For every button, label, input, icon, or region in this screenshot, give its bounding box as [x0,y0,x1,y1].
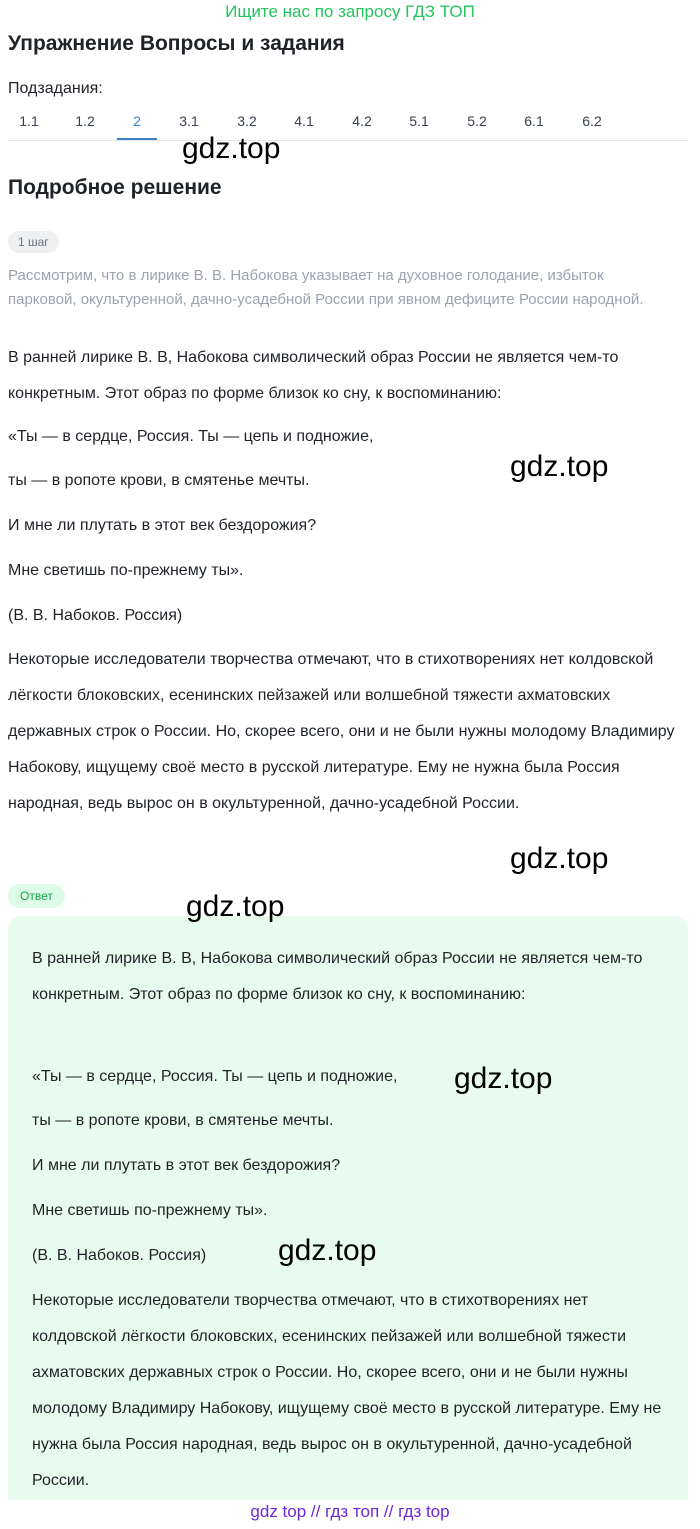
solution-verse-line: ты — в ропоте крови, в смятенье мечты. [8,472,310,489]
solution-verse-line: «Ты — в сердце, Россия. Ты — цепь и подножие, [8,428,374,445]
tab-5-2[interactable]: 5.2 [467,113,487,129]
solution-verse-line: И мне ли плутать в этот век бездорожия? [8,517,317,534]
watermark: gdz.top [510,450,609,483]
solution-paragraph: В ранней лирике В. В, Набокова символический образ России не является чем-то конкретным. Этот образ по форме близок ко сну, к воспоминанию: [8,349,619,402]
search-banner[interactable]: Ищите нас по запросу ГДЗ ТОП [225,2,475,21]
step-hint: Рассмотрим, что в лирике В. В. Набокова указывает на духовное голодание, избыток парковой, окультуренной, дачно-усадебной России при явном дефиците России народной. [8,267,644,308]
tab-6-2[interactable]: 6.2 [582,113,602,129]
answer-paragraph: Некоторые исследователи творчества отмечают, что в стихотворениях нет колдовской лёгкости блоковских, есенинских пейзажей или волшебной тяжести ахматовских державных строк о России. Но, скорее всего, они и не были нужны молодому Владимиру Набокову, ищущему своё место в русской литературе. Ему не нужна была Россия народная, ведь вырос он в окультуренной, дачно-усадебной России. [32,1292,662,1489]
tab-3-2[interactable]: 3.2 [237,113,257,129]
answer-verse-line: Мне светишь по-прежнему ты». [32,1202,268,1219]
answer-verse-line: И мне ли плутать в этот век бездорожия? [32,1157,341,1174]
solution-paragraph: Некоторые исследователи творчества отмечают, что в стихотворениях нет колдовской лёгкости блоковских, есенинских пейзажей или волшебной тяжести ахматовских державных строк о России. Но, скорее всего, они и не были нужны молодому Владимиру Набокову, ищущему своё место в русской литературе. Ему не нужна была Россия народная, ведь вырос он в окультуренной, дачно-усадебной России. [8,651,675,812]
answer-verse-line: «Ты — в сердце, Россия. Ты — цепь и подножие, [32,1068,398,1085]
tab-6-1[interactable]: 6.1 [524,113,544,129]
solution-verse-line: Мне светишь по-прежнему ты». [8,562,244,579]
solution-source: (В. В. Набоков. Россия) [8,607,183,624]
answer-paragraph: В ранней лирике В. В, Набокова символический образ России не является чем-то конкретным. Этот образ по форме близок ко сну, к воспоминанию: [32,950,643,1003]
tab-4-2[interactable]: 4.2 [352,113,372,129]
solution-title: Подробное решение [8,176,222,199]
tab-1-1[interactable]: 1.1 [19,113,39,129]
answer-verse-line: ты — в ропоте крови, в смятенье мечты. [32,1112,334,1129]
watermark: gdz.top [278,1234,377,1267]
watermark: gdz.top [510,842,609,875]
subtasks-label: Подзадания: [8,80,103,97]
tab-2[interactable]: 2 [117,108,157,140]
tab-1-2[interactable]: 1.2 [75,113,95,129]
exercise-title: Упражнение Вопросы и задания [8,32,345,55]
answer-badge: Ответ [8,884,65,908]
watermark: gdz.top [454,1062,553,1095]
watermark: gdz.top [186,890,285,923]
answer-source: (В. В. Набоков. Россия) [32,1247,207,1264]
step-badge: 1 шаг [8,231,59,253]
tab-4-1[interactable]: 4.1 [294,113,314,129]
tab-3-1[interactable]: 3.1 [179,113,199,129]
footer-links[interactable]: gdz top // гдз топ // гдз top [250,1502,450,1521]
subtask-tabs [8,108,688,141]
tab-5-1[interactable]: 5.1 [409,113,429,129]
watermark: gdz.top [182,132,281,165]
